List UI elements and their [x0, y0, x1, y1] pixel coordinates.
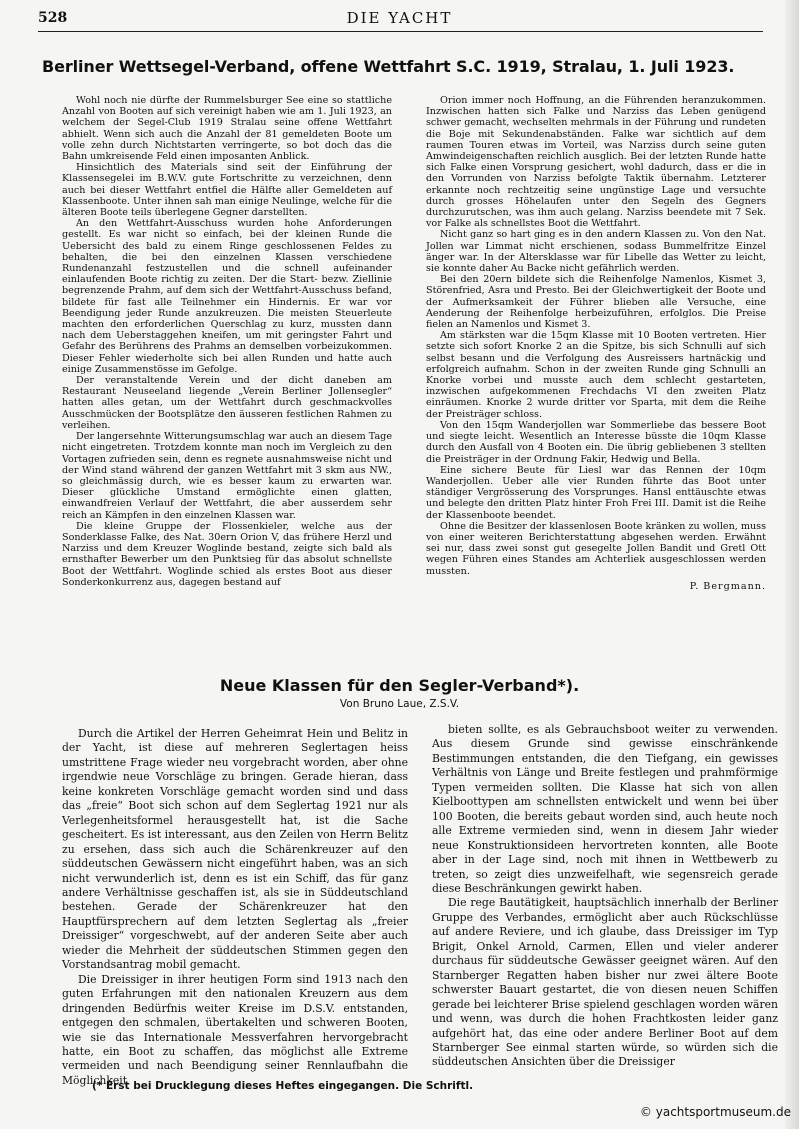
article1-paragraph: Orion immer noch Hoffnung, an die Führenden heranzukommen. Inzwischen hatten sich Falke und Narziss das Leben genügend schwer gemacht, wechselten mehrmals in der Führung und rundeten die Boje mit Sekundenabständen. Falke war sichtlich auf dem raumen Touren etwas im Vorteil, was Narziss durch seine guten Amwindeigenschaften reichlich ausglich. Bei der letzten Runde hatte sich Falke einen Vorsprung gesichert, wohl dadurch, dass er die in den Vorrunden von Narziss befolgte Taktik übernahm. Letzterer erkannte noch rechtzeitig seine ungünstige Lage und versuchte durch grosses Höhelaufen unter den Segeln des Gegners durchzurutschen, was ihm auch gelang. Narziss beendete mit 7 Sek. vor Falke als schnellstes Boot die Wettfahrt. — [426, 95, 766, 230]
running-head: DIE YACHT — [346, 9, 453, 27]
article1-paragraph: Wohl noch nie dürfte der Rummelsburger See eine so stattliche Anzahl von Booten auf sich vereinigt haben wie am 1. Juli 1923, an welchem der Segel-Club 1919 Stralau seine offene Wettfahrt abhielt. Wenn sich auch die Anzahl der 81 gemeldeten Boote um volle zehn durch Nichtstarten verringerte, so bot doch das die Bahn umkreisende Feld einen imposanten Anblick. — [62, 95, 392, 163]
article2-right-column — [432, 723, 778, 1070]
museum-watermark: © yachtsportmuseum.de — [639, 1105, 791, 1119]
article1-paragraph: Die kleine Gruppe der Flossenkieler, welche aus der Sonderklasse Falke, des Nat. 30ern Orion V, das frühere Herzl und Narziss und dem Kreuzer Woglinde bestand, zeigte sich bald als ernsthafter Bewerber um den Punktsieg für das absolut schnellste Boot der Wettfahrt. Woglinde schied als erstes Boot aus dieser Sonderkonkurrenz aus, dagegen bestand auf — [62, 520, 392, 588]
article1-paragraph: Von den 15qm Wanderjollen war Sommerliebe das bessere Boot und siegte leicht. Wesentlich an Interesse büsste die 10qm Klasse durch den Ausfall von 4 Booten ein. Die übrig gebliebenen 3 stellten die Preisträger in der Ordnung Fakir, Hedwig und Bella. — [426, 419, 766, 465]
article1-paragraph: Nicht ganz so hart ging es in den andern Klassen zu. Von den Nat. Jollen war Limmat nicht erschienen, sodass Bummelfritze Einzel änger war. In der Altersklasse war für Libelle das Wetter zu leicht, sie konnte daher Au Backe nicht gefährlich werden. — [426, 229, 766, 275]
article1-paragraph: Eine sichere Beute für Liesl war das Rennen der 10qm Wanderjollen. Ueber alle vier Runden führte das Boot unter ständiger Vergrösserung des Vorsprunges. Hansl enttäuschte etwas und belegte den dritten Platz hinter Froh Frei III. Damit ist die Reihe der Klassenboote beendet. — [426, 464, 766, 521]
article1-left-column — [62, 95, 392, 588]
article1-author: P. Bergmann. — [689, 580, 766, 592]
article1-paragraph: An den Wettfahrt-Ausschuss wurden hohe Anforderungen gestellt. Es war nicht so einfach, bei der kleinen Runde die Uebersicht des bald zu einem Ringe geschlossenen Feldes zu behalten, die bei den einzelnen Klassen verschiedene Rundenanzahl festzustellen und die schnell aufeinander einlaufenden Boote richtig zu zeiten. Der die Start- bezw. Ziellinie begrenzende Prahm, auf dem sich der Wettfahrt-Ausschuss befand, bildete für fast alle Teilnehmer ein Hindernis. Er war vor Beendigung jeder Runde anzukreuzen. Die meisten Steuerleute machten den erforderlichen Querschlag zu kurz, mussten dann nach dem Ueberstaggehen kneifen, um mit geringster Fahrt und Gefahr des Berührens des Prahms an demselben vorbeizukommen. Dieser Fehler wiederholte sich bei allen Runden und hatte auch einige Zusammenstösse im Gefolge. — [62, 218, 392, 375]
article2-footnote: (* Erst bei Drucklegung dieses Heftes eingegangen. Die Schriftl. — [92, 1080, 474, 1092]
article2-paragraph: Die rege Bautätigkeit, hauptsächlich innerhalb der Berliner Gruppe des Verbandes, ermöglicht aber auch Rückschlüsse auf andere Reviere, und ich glaube, dass Dreissiger im Typ Brigit, Onkel Arnold, Carmen, Ellen und vieler anderer durchaus für süddeutsche Gewässer geeignet wären. Auf den Starnberger Regatten haben bisher nur zwei ältere Boote schwerster Bauart gestartet, die von diesen neuen Schiffen gerade bei leichterer Brise spielend geschlagen worden wären und wenn, was durch die hohen Frachtkosten leider ganz aufgehört hat, das eine oder andere Berliner Boot auf dem Starnberger See einmal starten würde, so würden sich die süddeutschen Ansichten über die Dreissiger — [432, 896, 778, 1069]
article1-paragraph: Ohne die Besitzer der klassenlosen Boote kränken zu wollen, muss von einer weiteren Berichterstattung abgesehen werden. Erwähnt sei nur, dass zwei sonst gut gesegelte Jollen Bandit und Gretl Ott wegen Führen eines Standes am Achterliek ausgeschlossen werden mussten. — [426, 520, 766, 577]
page-edge-shadow — [785, 0, 799, 1129]
article1-paragraph: Bei den 20ern bildete sich die Reihenfolge Namenlos, Kismet 3, Störenfried, Asra und Presto. Bei der Gleichwertigkeit der Boote und der Aufmerksamkeit der Führer blieben alle Versuche, eine Aenderung der Reihenfolge herbeizuführen, erfolglos. Die Preise fielen an Namenlos und Kismet 3. — [426, 274, 766, 331]
article1-title: Berliner Wettsegel-Verband, offene Wettfahrt S.C. 1919, Stralau, 1. Juli 1923. — [42, 57, 735, 76]
article1-right-column — [426, 95, 766, 592]
article1-paragraph: Hinsichtlich des Materials sind seit der Einführung der Klassensegelei im B.W.V. gute Fortschritte zu verzeichnen, denn auch bei dieser Wettfahrt entfiel die Hälfte aller Gemeldeten auf Klassenboote. Unter ihnen sah man einige Neulinge, welche für die älteren Boote teils überlegene Gegner darstellten. — [62, 162, 392, 219]
article2-paragraph: Durch die Artikel der Herren Geheimrat Hein und Belitz in der Yacht, ist diese auf mehreren Seglertagen heiss umstrittene Frage wieder neu vorgebracht worden, aber ohne irgendwie neue Vorschläge zu bringen. Gerade hieran, dass keine konkreten Vorschläge gemacht worden sind und dass das „freie“ Boot sich schon auf dem Seglertag 1921 nur als Verlegenheitsformel herausgestellt hat, ist die Sache gescheitert. Es ist interessant, aus den Zeilen von Herrn Belitz zu ersehen, dass sich auch die Schärenkreuzer auf den süddeutschen Gewässern nicht eingeführt haben, was an sich nicht verwunderlich ist, denn es ist ein Schiff, das für ganz andere Verhältnisse geschaffen ist, als sie in Süddeutschland bestehen. Gerade der Schärenkreuzer hat den Hauptfürsprechern auf dem letzten Seglertag als „freier Dreissiger“ vorgeschwebt, auf der anderen Seite aber auch wieder die Mehrheit der süddeutschen Stimmen gegen den Vorstandsantrag mobil gemacht. — [62, 727, 408, 972]
header-rule — [38, 31, 763, 32]
article1-paragraph: Der langersehnte Witterungsumschlag war auch an diesem Tage nicht eingetreten. Trotzdem konnte man noch im Vergleich zu den Vortagen zufrieden sein, denn es regnete ausnahmsweise nicht und der Wind stand während der ganzen Wettfahrt mit 3 skm aus NW., so gleichmässig durch, wie es besser kaum zu erwarten war. Dieser glückliche Umstand ermöglichte einen glatten, einwandfreien Verlauf der Wettfahrt, die aber ausserdem sehr reich an Kämpfen in den einzelnen Klassen war. — [62, 431, 392, 521]
article2-paragraph: Die Dreissiger in ihrer heutigen Form sind 1913 nach den guten Erfahrungen mit den nationalen Kreuzern aus dem dringenden Bedürfnis weiter Kreise im D.S.V. entstanden, entgegen den schmalen, übertakelten und schweren Booten, wie sie das Internationale Messverfahren hervorgebracht hatte, ein Boot zu schaffen, das möglichst alle Extreme vermeiden und nach Beendigung seiner Rennlaufbahn die Möglichkeit — [62, 972, 408, 1087]
page-number: 528 — [38, 10, 68, 26]
article2-title: Neue Klassen für den Segler-Verband*). — [219, 676, 580, 695]
article1-paragraph: Am stärksten war die 15qm Klasse mit 10 Booten vertreten. Hier setzte sich sofort Knorke 2 an die Spitze, bis sich Schnulli auf sich selbst besann und die Verfolgung des Ausreissers hartnäckig und erfolgreich aufnahm. Schon in der zweiten Runde ging Schnulli an Knorke vorbei und musste auch dem schlecht gestarteten, inzwischen aufgekommenen Frechdachs VI den zweiten Platz einräumen. Knorke 2 wurde dritter vor Sparta, mit dem die Reihe der Preisträger schloss. — [426, 330, 766, 420]
article2-byline: Von Bruno Laue, Z.S.V. — [339, 698, 460, 710]
article2-left-column — [62, 727, 408, 1088]
article2-paragraph: bieten sollte, es als Gebrauchsboot weiter zu verwenden. Aus diesem Grunde sind gewisse einschränkende Bestimmungen entstanden, die den Tiefgang, ein gewisses Verhältnis von Länge und Breite festlegen und prahmförmige Typen vermeiden sollten. Die Klasse hat sich von allen Kielboottypen am schnellsten entwickelt und wenn bei über 100 Booten, die bereits gebaut worden sind, auch heute noch alle Extreme vermieden sind, wenn in diesem Jahr wieder neue Konstruktionsideen hervortreten konnten, alle Boote aber in der Lage sind, noch mit ihnen in Wettbewerb zu treten, so zeigt dies unzweifelhaft, wie segensreich gerade diese Beschränkungen gewirkt haben. — [432, 723, 778, 895]
article1-paragraph: Der veranstaltende Verein und der dicht daneben am Restaurant Neuseeland liegende „Verein Berliner Jollensegler“ hatten alles getan, um der Wettfahrt durch geschmackvolles Ausschmücken der Bootsplätze den äusseren festlichen Rahmen zu verleihen. — [62, 375, 392, 431]
